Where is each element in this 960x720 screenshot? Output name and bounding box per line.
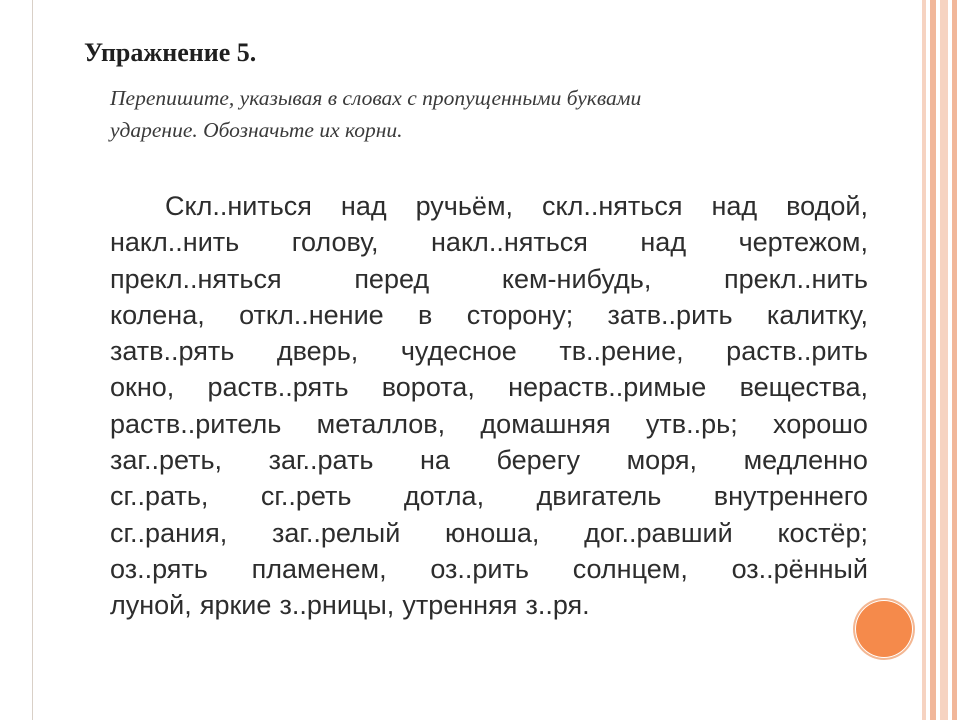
exercise-word: накл..няться: [431, 227, 588, 258]
stripe-1: [922, 0, 926, 720]
stripe-3: [940, 0, 948, 720]
exercise-word: двигатель: [536, 481, 662, 512]
exercise-word: дверь,: [276, 336, 359, 367]
exercise-word: пламенем,: [251, 553, 387, 584]
exercise-word: Скл..ниться: [165, 191, 312, 221]
exercise-word: водой,: [786, 191, 868, 221]
exercise-word: оз..рённый: [731, 553, 868, 584]
stripe-2: [930, 0, 936, 720]
exercise-word: затв..рять: [110, 336, 235, 367]
exercise-word: раств..рить: [726, 336, 868, 367]
exercise-word: сг..реть: [260, 481, 352, 512]
decorative-circle: [855, 600, 913, 658]
exercise-word: накл..нить: [110, 227, 240, 258]
exercise-word: утв..рь;: [645, 408, 738, 439]
exercise-line: [110, 369, 868, 405]
exercise-line: [110, 333, 868, 369]
slide-title: Упражнение 5.: [84, 38, 257, 67]
exercise-word: перед: [354, 263, 430, 294]
exercise-word: чудесное: [400, 336, 517, 367]
exercise-word: сг..рания,: [110, 517, 228, 548]
exercise-word: на: [419, 445, 450, 476]
exercise-word: ручьём,: [415, 191, 514, 221]
exercise-word: над: [640, 227, 687, 258]
exercise-word: оз..рить: [430, 553, 529, 584]
exercise-line: [110, 224, 868, 260]
exercise-word: юноша,: [445, 517, 540, 548]
exercise-word: внутреннего: [713, 481, 868, 512]
exercise-word: сг..рать,: [110, 481, 209, 512]
exercise-word: з..рницы,: [279, 590, 395, 621]
exercise-word: металлов,: [316, 408, 446, 439]
exercise-word: утренняя: [402, 590, 518, 621]
exercise-line: [110, 261, 868, 297]
exercise-word: дог..равший: [584, 517, 733, 548]
exercise-word: моря,: [626, 445, 698, 476]
exercise-line: [110, 406, 868, 442]
exercise-word: сторону;: [466, 299, 574, 330]
exercise-word: скл..няться: [542, 191, 683, 221]
exercise-word: прекл..нить: [724, 263, 868, 294]
exercise-word: ворота,: [381, 372, 475, 403]
exercise-word: раств..ритель: [110, 408, 282, 439]
instruction-line: ударение. Обозначьте их корни.: [110, 118, 403, 142]
exercise-word: голову,: [291, 227, 379, 258]
exercise-word: заг..релый: [271, 517, 401, 548]
exercise-word: луной,: [110, 590, 192, 621]
exercise-word: тв..рение,: [559, 336, 684, 367]
exercise-instruction: [110, 82, 641, 146]
exercise-word: медленно: [743, 445, 868, 476]
exercise-word: заг..реть,: [110, 445, 223, 476]
instruction-line: Перепишите, указывая в словах с пропущенными буквами: [110, 86, 642, 110]
exercise-line: [110, 478, 868, 514]
exercise-line: [110, 551, 868, 587]
exercise-word: калитку,: [766, 299, 868, 330]
exercise-word: яркие: [199, 590, 272, 621]
exercise-text: [110, 188, 868, 624]
exercise-line: [110, 515, 868, 551]
exercise-word: домашняя: [480, 408, 611, 439]
stripe-4: [952, 0, 957, 720]
exercise-word: солнцем,: [572, 553, 688, 584]
exercise-line: [110, 587, 868, 623]
exercise-word: в: [418, 299, 433, 330]
exercise-line: [110, 442, 868, 478]
decorative-stripes: [916, 0, 960, 720]
exercise-word: окно,: [110, 372, 175, 403]
exercise-word: над: [340, 191, 387, 221]
exercise-word: заг..рать: [268, 445, 374, 476]
exercise-word: з..ря.: [525, 590, 590, 621]
exercise-word: костёр;: [777, 517, 868, 548]
exercise-word: колена,: [110, 299, 205, 330]
exercise-word: над: [711, 191, 758, 221]
exercise-word: берегу: [496, 445, 581, 476]
exercise-word: вещества,: [739, 372, 868, 403]
exercise-word: нераств..римые: [508, 372, 707, 403]
exercise-word: оз..рять: [110, 553, 208, 584]
exercise-line: [110, 188, 868, 224]
exercise-word: хорошо: [773, 408, 868, 439]
exercise-word: дотла,: [403, 481, 485, 512]
exercise-word: прекл..няться: [110, 263, 282, 294]
exercise-line: [110, 297, 868, 333]
exercise-word: откл..нение: [239, 299, 384, 330]
exercise-word: раств..рять: [207, 372, 349, 403]
exercise-word: затв..рить: [607, 299, 733, 330]
exercise-word: чертежом,: [738, 227, 868, 258]
exercise-word: кем-нибудь,: [501, 263, 652, 294]
